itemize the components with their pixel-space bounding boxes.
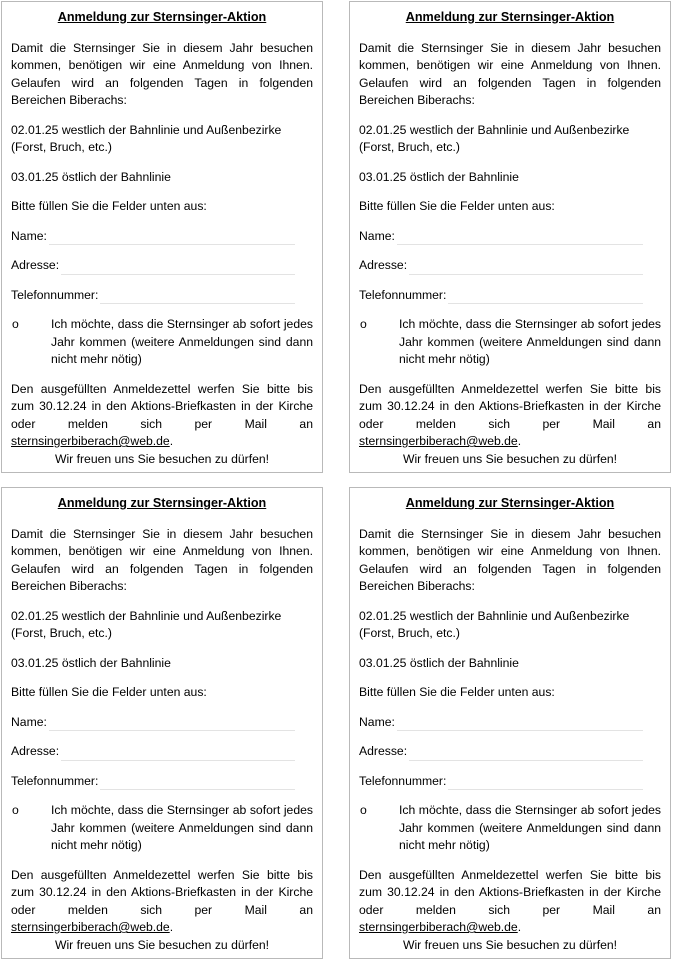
intro-text: Damit die Sternsinger Sie in diesem Jahr besuchen kommen, benötigen wir eine Anmeldung von Ihnen. Gelaufen wird an folgenden Tagen in folgenden Bereichen Biberachs: [359,526,661,593]
name-field[interactable] [11,228,313,246]
return-text: Den ausgefüllten Anmeldezettel werfen Sie bitte bis zum 30.12.24 in den Aktions-Briefkasten in der Kirche oder melden sich per Mail an [11,867,313,917]
phone-field[interactable] [359,773,661,791]
option-checkbox[interactable]: o [360,317,367,331]
card-title: Anmeldung zur Sternsinger-Aktion [57,496,267,510]
return-text: Den ausgefüllten Anmeldezettel werfen Sie bitte bis zum 30.12.24 in den Aktions-Briefkasten in der Kirche oder melden sich per Mail an [359,381,661,431]
name-label: Name: [11,228,47,243]
address-label: Adresse: [11,744,60,758]
annual-visit-option[interactable] [359,316,661,369]
phone-field[interactable] [11,773,313,791]
address-field[interactable] [11,257,313,275]
name-field[interactable] [359,714,661,732]
phone-label: Telefonnummer: [359,773,447,788]
address-field[interactable] [11,743,313,761]
closing-text: Wir freuen uns Sie besuchen zu dürfen! [402,937,618,952]
card-title: Anmeldung zur Sternsinger-Aktion [405,10,615,24]
email-suffix: . [169,920,174,934]
address-field[interactable] [359,257,661,275]
name-line[interactable] [49,716,295,731]
registration-card-top-right [349,1,671,473]
return-text: Den ausgefüllten Anmeldezettel werfen Sie bitte bis zum 30.12.24 in den Aktions-Briefkasten in der Kirche oder melden sich per Mail an [11,381,313,431]
address-line[interactable] [409,260,643,275]
email-link[interactable]: sternsingerbiberach@web.de [359,434,518,448]
email-link[interactable]: sternsingerbiberach@web.de [11,920,170,934]
phone-line[interactable] [100,289,295,304]
address-line[interactable] [409,746,643,761]
closing-text: Wir freuen uns Sie besuchen zu dürfen! [54,937,270,952]
address-line[interactable] [61,260,295,275]
option-text: Ich möchte, dass die Sternsinger ab sofort jedes Jahr kommen (weitere Anmeldungen sind dann nicht mehr nötig) [399,803,661,852]
name-field[interactable] [359,228,661,246]
instruction-text: Bitte füllen Sie die Felder unten aus: [359,199,555,213]
instruction-text: Bitte füllen Sie die Felder unten aus: [11,199,207,213]
option-checkbox[interactable]: o [12,803,19,817]
address-field[interactable] [359,743,661,761]
instruction-text: Bitte füllen Sie die Felder unten aus: [11,685,207,699]
intro-text: Damit die Sternsinger Sie in diesem Jahr besuchen kommen, benötigen wir eine Anmeldung von Ihnen. Gelaufen wird an folgenden Tagen in folgenden Bereichen Biberachs: [359,40,661,107]
name-label: Name: [359,714,395,729]
date-east: 03.01.25 östlich der Bahnlinie [359,655,519,670]
phone-field[interactable] [11,287,313,305]
return-instructions [11,867,313,937]
address-label: Adresse: [11,258,60,272]
phone-line[interactable] [448,775,643,790]
address-label: Adresse: [359,258,408,272]
return-text: Den ausgefüllten Anmeldezettel werfen Sie bitte bis zum 30.12.24 in den Aktions-Briefkasten in der Kirche oder melden sich per Mail an [359,867,661,917]
return-instructions [359,381,661,451]
registration-card-bottom-right [349,487,671,959]
date-east: 03.01.25 östlich der Bahnlinie [359,169,519,184]
phone-field[interactable] [359,287,661,305]
intro-text: Damit die Sternsinger Sie in diesem Jahr besuchen kommen, benötigen wir eine Anmeldung von Ihnen. Gelaufen wird an folgenden Tagen in folgenden Bereichen Biberachs: [11,40,313,107]
date-west: 02.01.25 westlich der Bahnlinie und Außenbezirke (Forst, Bruch, etc.) [11,122,282,154]
name-line[interactable] [397,716,643,731]
return-instructions [359,867,661,937]
phone-line[interactable] [100,775,295,790]
date-west: 02.01.25 westlich der Bahnlinie und Außenbezirke (Forst, Bruch, etc.) [359,608,630,640]
date-west: 02.01.25 westlich der Bahnlinie und Außenbezirke (Forst, Bruch, etc.) [11,608,282,640]
closing-text: Wir freuen uns Sie besuchen zu dürfen! [54,451,270,466]
option-text: Ich möchte, dass die Sternsinger ab sofort jedes Jahr kommen (weitere Anmeldungen sind dann nicht mehr nötig) [51,803,313,852]
date-west: 02.01.25 westlich der Bahnlinie und Außenbezirke (Forst, Bruch, etc.) [359,122,630,154]
phone-label: Telefonnummer: [11,773,99,788]
email-suffix: . [169,434,174,448]
option-checkbox[interactable]: o [360,803,367,817]
option-checkbox[interactable]: o [12,317,19,331]
registration-card-top-left [1,1,323,473]
return-instructions [11,381,313,451]
option-text: Ich möchte, dass die Sternsinger ab sofort jedes Jahr kommen (weitere Anmeldungen sind dann nicht mehr nötig) [51,317,313,366]
email-suffix: . [517,434,522,448]
date-east: 03.01.25 östlich der Bahnlinie [11,169,171,184]
registration-card-bottom-left [1,487,323,959]
card-title: Anmeldung zur Sternsinger-Aktion [57,10,267,24]
email-suffix: . [517,920,522,934]
annual-visit-option[interactable] [11,802,313,855]
email-link[interactable]: sternsingerbiberach@web.de [11,434,170,448]
email-link[interactable]: sternsingerbiberach@web.de [359,920,518,934]
intro-text: Damit die Sternsinger Sie in diesem Jahr besuchen kommen, benötigen wir eine Anmeldung von Ihnen. Gelaufen wird an folgenden Tagen in folgenden Bereichen Biberachs: [11,526,313,593]
name-label: Name: [11,714,47,729]
closing-text: Wir freuen uns Sie besuchen zu dürfen! [402,451,618,466]
annual-visit-option[interactable] [11,316,313,369]
name-field[interactable] [11,714,313,732]
name-line[interactable] [397,230,643,245]
option-text: Ich möchte, dass die Sternsinger ab sofort jedes Jahr kommen (weitere Anmeldungen sind dann nicht mehr nötig) [399,317,661,366]
address-label: Adresse: [359,744,408,758]
instruction-text: Bitte füllen Sie die Felder unten aus: [359,685,555,699]
date-east: 03.01.25 östlich der Bahnlinie [11,655,171,670]
name-label: Name: [359,228,395,243]
card-title: Anmeldung zur Sternsinger-Aktion [405,496,615,510]
phone-label: Telefonnummer: [359,287,447,302]
phone-line[interactable] [448,289,643,304]
annual-visit-option[interactable] [359,802,661,855]
phone-label: Telefonnummer: [11,287,99,302]
address-line[interactable] [61,746,295,761]
name-line[interactable] [49,230,295,245]
